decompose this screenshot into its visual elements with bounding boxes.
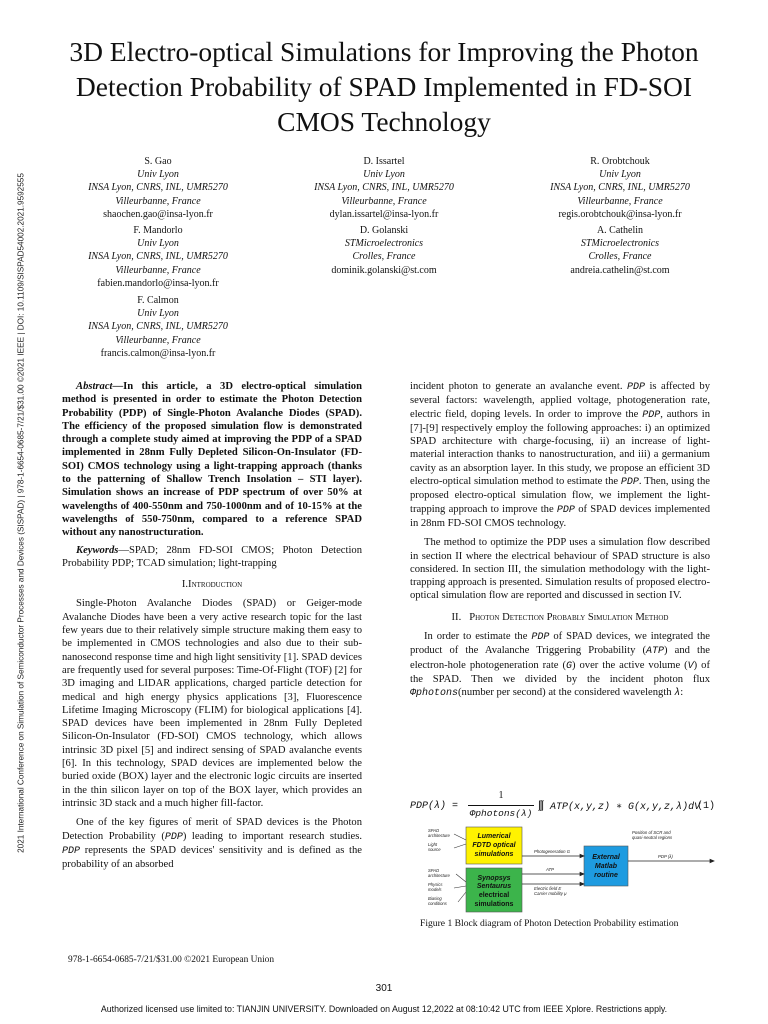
input-label: architecture — [428, 873, 450, 878]
author-block — [38, 224, 278, 290]
author-affiliation: INSA Lyon, CNRS, INL, UMR5270 — [88, 182, 228, 194]
arrow-label: ATP — [546, 867, 555, 872]
author-name: F. Calmon — [137, 295, 179, 306]
author-affiliation: Univ Lyon — [363, 169, 405, 181]
box-text: electrical — [478, 892, 510, 899]
author-affiliation: Villeurbanne, France — [115, 195, 201, 207]
author-block — [500, 224, 740, 277]
side-margin-citation — [12, 140, 30, 885]
author-affiliation: INSA Lyon, CNRS, INL, UMR5270 — [88, 321, 228, 333]
equation-1 — [410, 790, 715, 826]
license-notice: Authorized licensed use limited to: TIANJIN UNIVERSITY. Downloaded on August 12,2022 at 08:10:42 UTC from IEEE Xplore. Restrictions apply. — [100, 1004, 668, 1014]
author-name: S. Gao — [144, 156, 172, 167]
box-text: Lumerical — [477, 833, 511, 840]
author-affiliation: STMicroelectronics — [344, 238, 424, 250]
author-affiliation: Crolles, France — [588, 251, 652, 263]
paper-title: 3D Electro-optical Simulations for Improving the Photon Detection Probability of SPAD Implemented in FD-SOI CMOS Technology — [69, 36, 699, 137]
author-email[interactable]: andreia.cathelin@st.com — [570, 264, 670, 276]
left-column — [62, 380, 362, 871]
author-email[interactable]: shaochen.gao@insa-lyon.fr — [103, 208, 213, 220]
abstract-label: Abstract — [76, 381, 113, 392]
copyright-footer: 978-1-6654-0685-7/21/$31.00 ©2021 European Union — [68, 955, 275, 965]
abstract — [62, 380, 362, 540]
author-email[interactable]: dominik.golanski@st.com — [331, 264, 437, 276]
section-title: Introduction — [188, 579, 243, 591]
paragraph: The method to optimize the PDP uses a simulation flow described in section II where the electrical behaviour of SPAD structure is also considered. In section III, the simulation methodology with the light-trapping approach is presented. Simulation results of proposed electro-optical simulation flow are reported and discussed in section IV. — [410, 537, 710, 602]
author-affiliation: Villeurbanne, France — [341, 195, 427, 207]
math-pdp: PDP — [626, 382, 645, 393]
input-label: Physics — [428, 882, 443, 887]
output-label: quasi-neutral regions — [632, 835, 673, 840]
math-lambda: λ — [674, 688, 681, 700]
math-pdp: PDP — [531, 632, 550, 644]
author-email[interactable]: dylan.issartel@insa-lyon.fr — [329, 208, 439, 220]
author-name: D. Golanski — [359, 225, 409, 236]
author-affiliation: Univ Lyon — [137, 238, 179, 250]
keywords-label: Keywords — [76, 544, 119, 556]
right-column — [410, 380, 710, 701]
author-name: R. Orobtchouk — [590, 156, 650, 167]
input-label: source — [428, 847, 441, 852]
math-g: G — [565, 660, 572, 672]
eq-integrand: ∭ ATP(x,y,z) ∗ G(x,y,z,λ)dV — [538, 802, 701, 813]
keywords-text: —SPAD; 28nm FD-SOI CMOS; Photon Detection Probability PDP; TCAD simulation; light-trapping — [62, 544, 362, 569]
author-name: A. Cathelin — [596, 225, 644, 236]
author-block — [38, 294, 278, 360]
author-affiliation: Univ Lyon — [137, 308, 179, 320]
box-text: FDTD optical — [472, 842, 516, 849]
author-name: D. Issartel — [363, 156, 405, 167]
math-pdp: PDP — [164, 831, 183, 843]
block-diagram-figure — [426, 826, 716, 914]
section-title: Photon Detection Probably Simulation Method — [469, 611, 669, 623]
math-pdp: PDP — [62, 845, 81, 857]
author-affiliation: INSA Lyon, CNRS, INL, UMR5270 — [550, 182, 690, 194]
box-text: simulations — [474, 851, 514, 858]
eq-number: (1) — [696, 801, 715, 812]
box-text: routine — [594, 872, 618, 879]
author-affiliation: Villeurbanne, France — [115, 264, 201, 276]
author-block — [500, 155, 740, 221]
input-label: SPAD — [428, 868, 440, 873]
author-block — [264, 224, 504, 277]
input-label: SPAD — [428, 828, 440, 833]
author-affiliation: INSA Lyon, CNRS, INL, UMR5270 — [314, 182, 454, 194]
author-affiliation: STMicroelectronics — [580, 238, 660, 250]
eq-numerator: 1 — [498, 790, 504, 801]
output-label: PDP (λ) — [658, 854, 673, 859]
output-label: Position of SCR and — [632, 830, 671, 835]
paragraph: Single-Photon Avalanche Diodes (SPAD) or Geiger-mode Avalanche Diodes have been a very active research topic for the last few years due to their relatively simple structure making them easy to be implemented in CMOS technologies and also due to their sub-nanosecond response time and high light sensitivity [1]. SPAD devices are frequently used for several purposes: Time-Of-Flight (TOF) [2] for 3D imaging and LIDAR applications, charged particle detection for medical and high energy physics applications [3], Fluorescence Lifetime Imaging Microscopy (FLIM) for biological applications [4]. SPAD devices have been implemented in 28nm Fully Depleted Silicon-On-Insulator (FD-SOI) CMOS technology, which allows intrinsic 3D pixel [5] and indirect sensing of SPAD avalanche events [6]. In this technology, SPAD devices are implemented below the buried oxide (BOX) layer and the electronic logic circuits are inserted in the thin silicon layer on top of the BOX layer, which provides an intrinsic 3D stack and a much higher fill-factor. — [62, 598, 362, 809]
author-email[interactable]: francis.calmon@insa-lyon.fr — [100, 347, 216, 359]
author-affiliation: Villeurbanne, France — [577, 195, 663, 207]
keywords — [62, 544, 362, 571]
author-email[interactable]: regis.orobtchouk@insa-lyon.fr — [558, 208, 682, 220]
author-affiliation: Univ Lyon — [599, 169, 641, 181]
paragraph: In order to estimate the PDP of SPAD devices, we integrated the product of the Avalanche Triggering Probability (ATP) and the electron-hole photogeneration rate (G) over the active volume (V) of the SPAD. Then we divided by the incident photon flux Φphotons(number per second) at the considered wavelength λ: — [410, 631, 711, 700]
paragraph: One of the key figures of merit of SPAD devices is the Photon Detection Probability (PDP) leading to important research studies. PDP represents the SPAD devices' sensitivity and is defined as the probability of an absorbed — [62, 817, 362, 871]
citation-text: 2021 International Conference on Simulation of Semiconductor Processes and Devices (SISPAD) | 978-1-6654-0685-7/21/$31.00 ©2021 IEEE | DOI: 10.1109/SISPAD54002.2021.9592555 — [16, 172, 26, 853]
input-label: Biasing — [428, 896, 442, 901]
figure-caption: Figure 1 Block diagram of Photon Detection Probability estimation — [420, 918, 679, 929]
arrow-label: Photogeneration G — [534, 849, 571, 854]
eq-fraction-bar — [468, 805, 534, 806]
eq-lhs: PDP(λ) = — [410, 801, 459, 812]
input-label: architecture — [428, 833, 450, 838]
box-text: simulations — [474, 901, 514, 908]
eq-denominator: Φphotons(λ) — [469, 808, 533, 819]
author-name: F. Mandorlo — [133, 225, 183, 236]
author-affiliation: Crolles, France — [352, 251, 416, 263]
box-text: Synopsys — [477, 875, 511, 882]
math-atp: ATP — [646, 646, 665, 658]
author-affiliation: Villeurbanne, France — [115, 334, 201, 346]
section-heading: I.Introduction — [181, 579, 243, 591]
author-block — [38, 155, 278, 221]
arrow-label: Electric field E — [534, 886, 562, 891]
input-label: Light — [428, 842, 438, 847]
author-email[interactable]: fabien.mandorlo@insa-lyon.fr — [97, 277, 219, 289]
math-pdp: PDP — [642, 409, 661, 421]
math-pdp: PDP — [620, 477, 639, 489]
author-affiliation: INSA Lyon, CNRS, INL, UMR5270 — [88, 251, 228, 263]
paragraph: incident photon to generate an avalanche event. PDP is affected by several factors: wavelength, applied voltage, photogeneration rate, electric field, doping levels. In order to improve the PDP, authors in [7]-[9] respectively employ the following approaches: i) an optimized SPAD architecture with charge-focusing, ii) an increase of light-material interaction thanks to nanostructuration, and iii) a germanium cavity as an absorption layer. In this study, we propose an efficient 3D electro-optical simulation method to estimate the PDP. Then, using the proposed electro-optical simulation flow, we implement the light-trapping approach to improve the PDP of SPAD devices implemented in 28nm FD-SOI CMOS technology. — [410, 381, 711, 529]
section-heading: II. Photon Detection Probably Simulation Method — [451, 611, 669, 623]
box-text: External — [592, 854, 620, 861]
math-phi: Φphotons — [410, 688, 459, 700]
box-text: Sentaurus — [476, 883, 512, 890]
math-v: V — [687, 660, 694, 672]
arrow-label: Carrier mobility μ — [534, 891, 567, 896]
input-label: conditions — [428, 901, 447, 906]
page-number: 301 — [375, 983, 393, 994]
math-pdp: PDP — [556, 504, 575, 516]
author-affiliation: Univ Lyon — [137, 169, 179, 181]
input-label: models — [428, 887, 442, 892]
author-block — [264, 155, 504, 221]
abstract-text: —In this article, a 3D electro-optical simulation method is presented in order to estimate the Photon Detection Probability (PDP) of Single-Photon Avalanche Diodes (SPAD). The efficiency of the proposed simulation flow is demonstrated through a complete study aimed at improving the PDP of a SPAD implemented in 28nm Fully Depleted Silicon-On-Insulator (FD-SOI) CMOS technology using a light-trapping approach (thanks to the patterning of Shallow Trench Insolation – STI layer). Simulation shows an increase of PDP spectrum of over 50% at wavelengths of 400-550nm and 750-1000nm and of 10-15% at the wavelengths of 550-750nm, compared to a reference SPAD without any nanostructuration. — [62, 381, 362, 539]
box-text: Matlab — [594, 863, 618, 870]
